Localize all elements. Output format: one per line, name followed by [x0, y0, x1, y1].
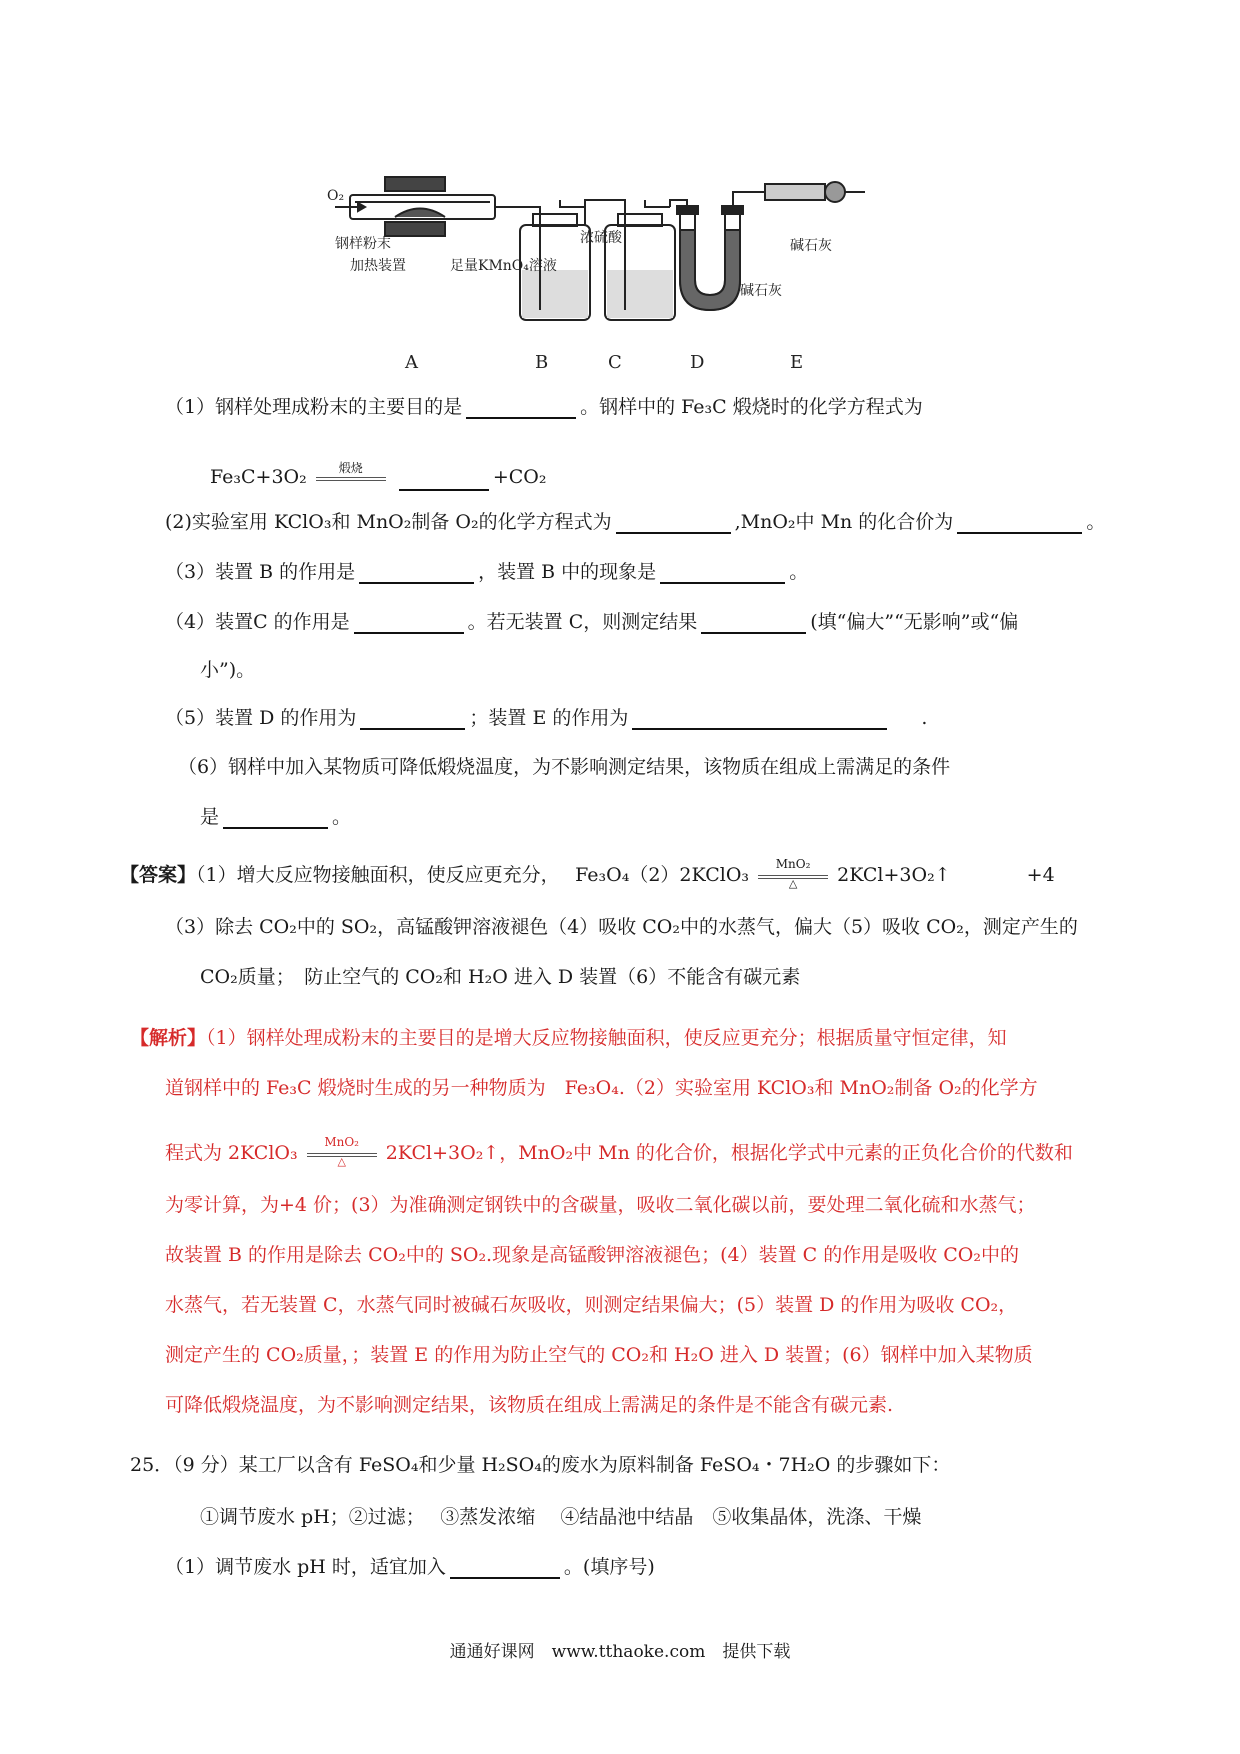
heater-label: 加热装置 [350, 258, 406, 274]
analysis-line-6: 水蒸气，若无装置 C，水蒸气同时被碱石灰吸收，则测定结果偏大；(5）装置 D 的作用为吸收 CO₂， [165, 1294, 1018, 1316]
answer-line-3: CO₂质量； 防止空气的 CO₂和 H₂O 进入 D 装置（6）不能含有碳元素 [200, 966, 801, 988]
question-3: （3）装置 B 的作用是 ，装置 B 中的现象是 。 [165, 561, 809, 583]
question-25-sub-1: （1）调节废水 pH 时，适宜加入 。(填序号) [165, 1556, 655, 1578]
answer-line-1: 【答案】（1）增大反应物接触面积，使反应更充分， Fe₃O₄（2）2KClO₃ MnO₂ △ 2KCl+3O₂↑ +4 [120, 857, 1055, 890]
sample-label: 钢样粉末 [335, 236, 391, 252]
question-2: (2)实验室用 KClO₃和 MnO₂制备 O₂的化学方程式为 ,MnO₂中 Mn 的化合价为 。 [165, 511, 1106, 533]
answer-blank[interactable] [701, 611, 806, 634]
analysis-line-5: 故装置 B 的作用是除去 CO₂中的 SO₂.现象是高锰酸钾溶液褪色；(4）装置 C 的作用是吸收 CO₂中的 [165, 1244, 1019, 1266]
analysis-line-7: 测定产生的 CO₂质量，；装置 E 的作用为防止空气的 CO₂和 H₂O 进入 D 装置；(6）钢样中加入某物质 [165, 1344, 1033, 1366]
analysis-line-1: 【解析】（1）钢样处理成粉末的主要目的是增大反应物接触面积，使反应更充分；根据质量守恒定律，知 [130, 1027, 1007, 1049]
answer-blank[interactable] [359, 561, 474, 584]
analysis-line-8: 可降低煅烧温度，为不影响测定结果，该物质在组成上需满足的条件是不能含有碳元素. [165, 1394, 894, 1416]
question-5: （5）装置 D 的作用为 ；装置 E 的作用为 . [165, 707, 928, 729]
lime-e-label: 碱石灰 [790, 238, 832, 254]
apparatus-a [335, 177, 530, 236]
answer-label: 【答案】 [120, 864, 197, 886]
answer-blank[interactable] [616, 511, 731, 534]
analysis-label: 【解析】 [130, 1027, 207, 1049]
bottle-c [585, 200, 675, 320]
equation-1: Fe₃C+3O₂ 煅烧 +CO₂ [210, 465, 547, 491]
question-4-cont: 小”)。 [200, 659, 256, 681]
reaction-condition: MnO₂ △ [758, 863, 828, 889]
answer-blank[interactable] [957, 511, 1082, 534]
answer-blank[interactable] [354, 611, 464, 634]
question-6-cont: 是 。 [200, 806, 352, 828]
acid-label: 浓硫酸 [580, 230, 622, 246]
question-1: （1）钢样处理成粉末的主要目的是 。钢样中的 Fe₃C 煅烧时的化学方程式为 [165, 396, 923, 418]
label-b: B [535, 352, 549, 373]
answer-blank[interactable] [223, 806, 328, 829]
page-footer: 通通好课网 www.tthaoke.com 提供下载 [449, 1642, 791, 1662]
kmno4-label: 足量KMnO₄溶液 [450, 258, 557, 274]
analysis-line-2: 道钢样中的 Fe₃C 煅烧时生成的另一种物质为 Fe₃O₄.（2）实验室用 KClO₃和 MnO₂制备 O₂的化学方 [165, 1077, 1038, 1099]
answer-blank[interactable] [660, 561, 785, 584]
drying-tube-e [765, 182, 865, 202]
question-25-title: 25．（9 分）某工厂以含有 FeSO₄和少量 H₂SO₄的废水为原料制备 FeSO₄・7H₂O 的步骤如下： [130, 1454, 951, 1476]
label-a: A [405, 352, 418, 373]
question-6: （6）钢样中加入某物质可降低煅烧温度，为不影响测定结果，该物质在组成上需满足的条件 [178, 756, 951, 778]
answer-blank[interactable] [466, 396, 576, 419]
answer-blank[interactable] [632, 707, 887, 730]
steel-powder [395, 209, 445, 218]
answer-blank[interactable] [450, 1556, 560, 1579]
answer-blank[interactable] [360, 707, 465, 730]
question-25-steps: ①调节废水 pH；②过滤； ③蒸发浓缩 ④结晶池中结晶 ⑤收集晶体，洗涤、干燥 [200, 1506, 922, 1528]
label-d: D [690, 352, 705, 373]
o2-label: O₂ [327, 188, 345, 204]
lime-d-label: 碱石灰 [740, 283, 782, 299]
answer-line-2: （3）除去 CO₂中的 SO₂，高锰酸钾溶液褪色（4）吸收 CO₂中的水蒸气，偏大（5）吸收 CO₂，测定产生的 [165, 916, 1078, 938]
apparatus-diagram [325, 150, 965, 380]
analysis-line-3: 程式为 2KClO₃ MnO₂ △ 2KCl+3O₂↑，MnO₂中 Mn 的化合价，根据化学式中元素的正负化合价的代数和 [165, 1135, 1073, 1168]
heater-bottom [385, 222, 445, 236]
heater-top [385, 177, 445, 191]
label-c: C [608, 352, 622, 373]
question-4: （4）装置C 的作用是 。若无装置 C，则测定结果 (填“偏大”“无影响”或“偏 [165, 611, 1019, 633]
analysis-line-4: 为零计算，为+4 价；(3）为准确测定钢铁中的含碳量，吸收二氧化碳以前，要处理二氧化硫和水蒸气； [165, 1194, 1036, 1216]
reaction-condition: MnO₂ △ [307, 1141, 377, 1167]
reaction-condition: 煅烧 [316, 465, 386, 491]
label-e: E [790, 352, 804, 373]
answer-blank[interactable] [399, 468, 489, 491]
